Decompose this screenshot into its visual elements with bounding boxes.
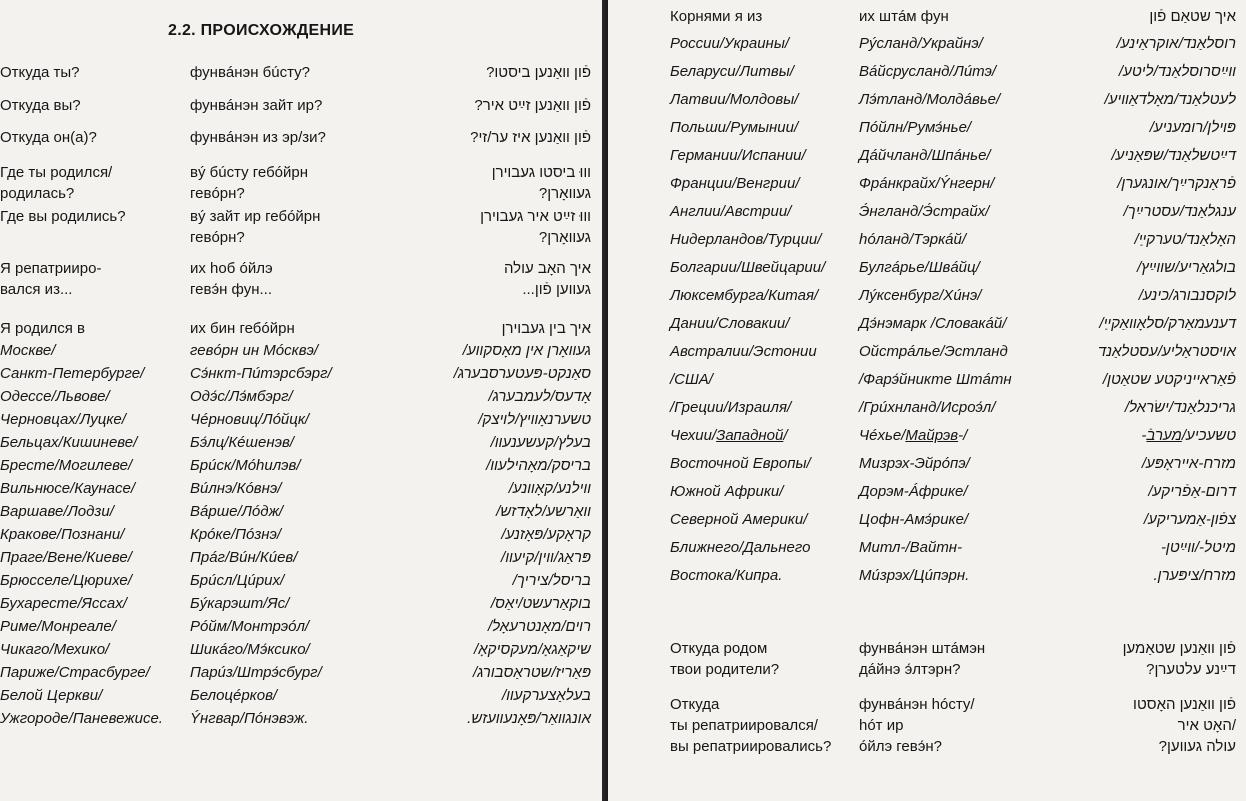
- transliteration-text: Бэ́лц/Кéшенэв/: [190, 434, 294, 451]
- russian-text: Австралии/Эстонии: [670, 343, 817, 360]
- yiddish-text: דרום-אַפֿריקע/: [1148, 483, 1236, 500]
- yiddish-text: מיטל-/װײַטן-: [1160, 539, 1236, 556]
- transliteration-text: Митл-/Вайтн-: [859, 539, 963, 556]
- transliteration-text: Рóйм/Монтрэóл/: [190, 618, 310, 635]
- russian-text: Германии/Испании/: [670, 147, 806, 164]
- transliteration-text: их штáм фун: [859, 8, 949, 25]
- yiddish-text: טשערנאָװיץ/לױצק/: [478, 411, 591, 428]
- yiddish-text: רוסלאַנד/אוקראַינע/: [1116, 35, 1236, 52]
- russian-text: /Греции/Израиля/: [670, 399, 792, 416]
- yiddish-text: בעלץ/קעשענעװ/: [490, 434, 591, 451]
- transliteration-text: hóланд/Тэркáй/: [859, 231, 967, 248]
- transliteration-text: Ойстрáлье/Эстланд: [859, 343, 1008, 360]
- transliteration-text: Фрáнкрайх/Ýнгерн/: [859, 175, 995, 192]
- russian-text: Вильнюсе/Каунасе/: [0, 480, 136, 497]
- yiddish-text: פֿון װאַנען איז ער/זי?: [470, 129, 591, 146]
- transliteration-text: Крóке/Пóзнэ/: [190, 526, 282, 543]
- transliteration-text: Булгáрье/Швáйц/: [859, 259, 980, 276]
- yiddish-text: פֿראַנקרײַך/אונגערן/: [1117, 175, 1236, 192]
- yiddish-text: פֿון װאַנען ביסטו?: [486, 64, 591, 81]
- russian-text: Я родился в: [0, 320, 85, 337]
- russian-text: Беларуси/Литвы/: [670, 63, 794, 80]
- transliteration-text: Прáг/Вúн/Кúев/: [190, 549, 298, 566]
- yiddish-text: געװאָרן אין מאָסקװע/: [462, 342, 591, 359]
- transliteration-text: вý зайт ир гебóйрн гевóрн?: [190, 208, 321, 246]
- transliteration-text: Брúск/Мóhилэв/: [190, 457, 301, 474]
- transliteration-text: Вáрше/Лóдж/: [190, 503, 284, 520]
- transliteration-text: фунвáнэн hóсту/ hóт ир óйлэ гевэ́н?: [859, 696, 975, 755]
- russian-text: Англии/Австрии/: [670, 203, 792, 220]
- yiddish-text: שיקאַגאָ/מעקסיקאָ/: [474, 641, 591, 658]
- russian-text: Польши/Румынии/: [670, 119, 799, 136]
- transliteration-text: Шикáго/Мэ́ксико/: [190, 641, 310, 658]
- underlined-word: מערבֿ: [1146, 427, 1182, 444]
- trailing-slash: /: [783, 427, 788, 444]
- yiddish-text: פּראַג/װין/קיעװ/: [501, 549, 591, 566]
- russian-text: Люксембурга/Китая/: [670, 287, 819, 304]
- transliteration-text: Э́нгланд/Э́страйх/: [859, 203, 990, 220]
- yiddish-text: טשעכיע/מערבֿ-: [1141, 427, 1236, 444]
- transliteration-text: Цофн-Амэ́рике/: [859, 511, 969, 528]
- russian-text: Восточной Европы/: [670, 455, 811, 472]
- yiddish-text: בריסל/ציריך/: [512, 572, 591, 589]
- transliteration-text: Белоцéрков/: [190, 687, 278, 704]
- russian-text: Болгарии/Швейцарии/: [670, 259, 826, 276]
- russian-text: России/Украины/: [670, 35, 790, 52]
- russian-text: Откуда ты?: [0, 64, 80, 81]
- yiddish-text: לעטלאַנד/מאָלדאַװיע/: [1104, 91, 1236, 108]
- russian-text: /США/: [670, 371, 713, 388]
- russian-text: Риме/Монреале/: [0, 618, 116, 635]
- yiddish-text: לוקסנבורג/כינע/: [1138, 287, 1236, 304]
- russian-text: Северной Америки/: [670, 511, 808, 528]
- transliteration-text: фунвáнэн из эр/зи?: [190, 129, 326, 146]
- transliteration-text: Лýксенбург/Хúнэ/: [859, 287, 982, 304]
- transliteration-text: Бýкарэшт/Яс/: [190, 595, 290, 612]
- yiddish-text: פּאַריז/שטראַסבורג/: [472, 664, 591, 681]
- yiddish-text: איך שטאַם פֿון: [1149, 8, 1236, 25]
- transliteration-text: гевóрн ин Мóсквэ/: [190, 342, 319, 359]
- transliteration-text: /Грúхнланд/Исроэ́л/: [859, 399, 996, 416]
- yiddish-text: װילנע/קאָװנע/: [508, 480, 591, 497]
- transliteration-text: их бин гебóйрн: [190, 320, 295, 337]
- yiddish-text: װוּ זײַט איר געבױרן געװאָרן?: [480, 208, 591, 246]
- russian-text: Откуда родом твои родители?: [670, 640, 780, 678]
- yiddish-text: גריכנלאַנד/ישׂראל/: [1124, 399, 1236, 416]
- yiddish-text: אונגװאַר/פּאָנעװעזש.: [467, 710, 591, 727]
- yiddish-text: מזרח/ציפּערן.: [1153, 567, 1236, 584]
- yiddish-text: פֿון װאַנען האָסטו /האָט איר עולה געװען?: [1133, 696, 1236, 755]
- transliteration-text: фунвáнэн зайт ир?: [190, 97, 323, 114]
- transliteration-text: Парúз/Штрэ́сбург/: [190, 664, 322, 681]
- left-page: [0, 0, 597, 801]
- russian-text: Корнями я из: [670, 8, 763, 25]
- transliteration-text: их hоб óйлэ гевэ́н фун...: [190, 260, 273, 298]
- yiddish-text: מזרח-אײראָפּע/: [1141, 455, 1236, 472]
- russian-text: Брюсселе/Цюрихе/: [0, 572, 132, 589]
- yiddish-text: בעלאַצערקעװ/: [501, 687, 591, 704]
- yiddish-text: בוקאַרעשט/יאַס/: [490, 595, 591, 612]
- yiddish-text: איך בין געבױרן: [501, 320, 591, 337]
- russian-text: Санкт-Петербурге/: [0, 365, 145, 382]
- yiddish-text: בריסק/מאָהילעװ/: [486, 457, 591, 474]
- transliteration-text: Ýнгвар/Пóнэвэж.: [190, 710, 309, 727]
- yiddish-text: אױסטראַליע/עסטלאַנד: [1097, 343, 1236, 360]
- russian-text: Чикаго/Мехико/: [0, 641, 110, 658]
- russian-text: Я репатрииро- вался из...: [0, 260, 102, 298]
- yiddish-text: אָדעס/לעמבערג/: [488, 388, 591, 405]
- trailing-slash: -: [1141, 427, 1147, 444]
- yiddish-text: רױם/מאָנטרעאָל/: [487, 618, 591, 635]
- transliteration-text: Пóйлн/Румэ́нье/: [859, 119, 972, 136]
- yiddish-text: האָלאַנד/טערקײַ/: [1134, 231, 1236, 248]
- russian-text: Чехии/Западной/: [670, 427, 788, 444]
- transliteration-text: Лэ́тланд/Молдáвье/: [859, 91, 1001, 108]
- russian-text: Латвии/Молдовы/: [670, 91, 799, 108]
- russian-text: Где ты родился/ родилась?: [0, 164, 113, 202]
- underlined-word: Майрэв: [905, 427, 959, 444]
- trailing-slash: -/: [958, 427, 968, 444]
- russian-text: Дании/Словакии/: [670, 315, 790, 332]
- transliteration-text: фунвáнэн бúсту?: [190, 64, 310, 81]
- transliteration-text: вý бúсту гебóйрн гевóрн?: [190, 164, 309, 202]
- russian-text: Откуда он(а)?: [0, 129, 97, 146]
- russian-text: Одессе/Львове/: [0, 388, 110, 405]
- yiddish-text: פֿאַראייניקטע שטאַטן/: [1102, 371, 1236, 388]
- russian-text: Ужгороде/Паневежисе.: [0, 710, 163, 727]
- russian-text: Нидерландов/Турции/: [670, 231, 822, 248]
- russian-text: Бресте/Могилеве/: [0, 457, 133, 474]
- transliteration-text: фунвáнэн штáмэн дáйнэ э́лтэрн?: [859, 640, 986, 678]
- yiddish-text: דענעמאַרק/סלאָװאַקײַ/: [1099, 315, 1236, 332]
- yiddish-text: װאַרשע/לאָדזש/: [496, 503, 591, 520]
- transliteration-text: Дорэм-Áфрике/: [859, 483, 968, 500]
- transliteration-text: /Фарэ́йникте Штáтн: [859, 371, 1012, 388]
- yiddish-text: סאַנקט-פּעטערסבערג/: [453, 365, 591, 382]
- transliteration-text: Чéрновиц/Лóйцк/: [190, 411, 310, 428]
- yiddish-text: צפֿון-אַמעריקע/: [1143, 511, 1236, 528]
- yiddish-text: דײַטשלאַנד/שפּאַניע/: [1111, 147, 1236, 164]
- yiddish-text: איך האָב עולה געװען פֿון...: [503, 260, 591, 298]
- transliteration-text: Рýсланд/Украйнэ/: [859, 35, 983, 52]
- russian-text: Южной Африки/: [670, 483, 784, 500]
- russian-text: Варшаве/Лодзи/: [0, 503, 114, 520]
- transliteration-text: Одэ́с/Лэ́мбэрг/: [190, 388, 293, 405]
- yiddish-text: פֿון װאַנען זײַט איר?: [474, 97, 591, 114]
- russian-text: Праге/Вене/Киеве/: [0, 549, 132, 566]
- russian-text: Бельцах/Кишиневе/: [0, 434, 138, 451]
- russian-text: Франции/Венгрии/: [670, 175, 800, 192]
- yiddish-text: פּױלן/רומעניע/: [1149, 119, 1236, 136]
- yiddish-text: בולגאַריע/שװײַץ/: [1136, 259, 1236, 276]
- russian-text: Откуда вы?: [0, 97, 81, 114]
- yiddish-text: װײַסרוסלאַנד/ליטע/: [1118, 63, 1236, 80]
- section-heading: 2.2. ПРОИСХОЖДЕНИЕ: [168, 22, 355, 39]
- transliteration-text: Вáйсрусланд/Лúтэ/: [859, 63, 997, 80]
- transliteration-text: Сэ́нкт-Пúтэрсбэрг/: [190, 365, 332, 382]
- yiddish-text: קראָקע/פּאָזנע/: [501, 526, 591, 543]
- yiddish-text: פֿון װאַנען שטאַמען דײַנע עלטערן?: [1122, 640, 1236, 678]
- russian-text: Востока/Кипра.: [670, 567, 783, 584]
- russian-text: Кракове/Познани/: [0, 526, 125, 543]
- transliteration-text: Дáйчланд/Шпáнье/: [859, 147, 991, 164]
- russian-text: Откуда ты репатриировался/ вы репатриировались?: [670, 696, 832, 755]
- right-page: [627, 0, 1246, 801]
- russian-text: Где вы родились?: [0, 208, 126, 225]
- russian-text: Париже/Страсбурге/: [0, 664, 150, 681]
- transliteration-text: Дэ́нэмарк /Словакáй/: [859, 315, 1007, 332]
- yiddish-text: װוּ ביסטו געבױרן געװאָרן?: [491, 164, 591, 202]
- transliteration-text: Мúзрэх/Цúпэрн.: [859, 567, 970, 584]
- transliteration-text: Чéхье/Майрэв-/: [859, 427, 968, 444]
- yiddish-text: ענגלאַנד/עסטרײַך/: [1123, 203, 1236, 220]
- underlined-word: Западной: [716, 427, 784, 444]
- russian-text: Бухаресте/Яссах/: [0, 595, 127, 612]
- transliteration-text: Мизрэх-Эйрóпэ/: [859, 455, 970, 472]
- transliteration-text: Брúсл/Цúрих/: [190, 572, 285, 589]
- russian-text: Ближнего/Дальнего: [670, 539, 811, 556]
- russian-text: Москве/: [0, 342, 56, 359]
- book-gutter: [597, 0, 627, 801]
- russian-text: Белой Церкви/: [0, 687, 103, 704]
- russian-text: Черновцах/Луцке/: [0, 411, 126, 428]
- transliteration-text: Вúлнэ/Кóвнэ/: [190, 480, 282, 497]
